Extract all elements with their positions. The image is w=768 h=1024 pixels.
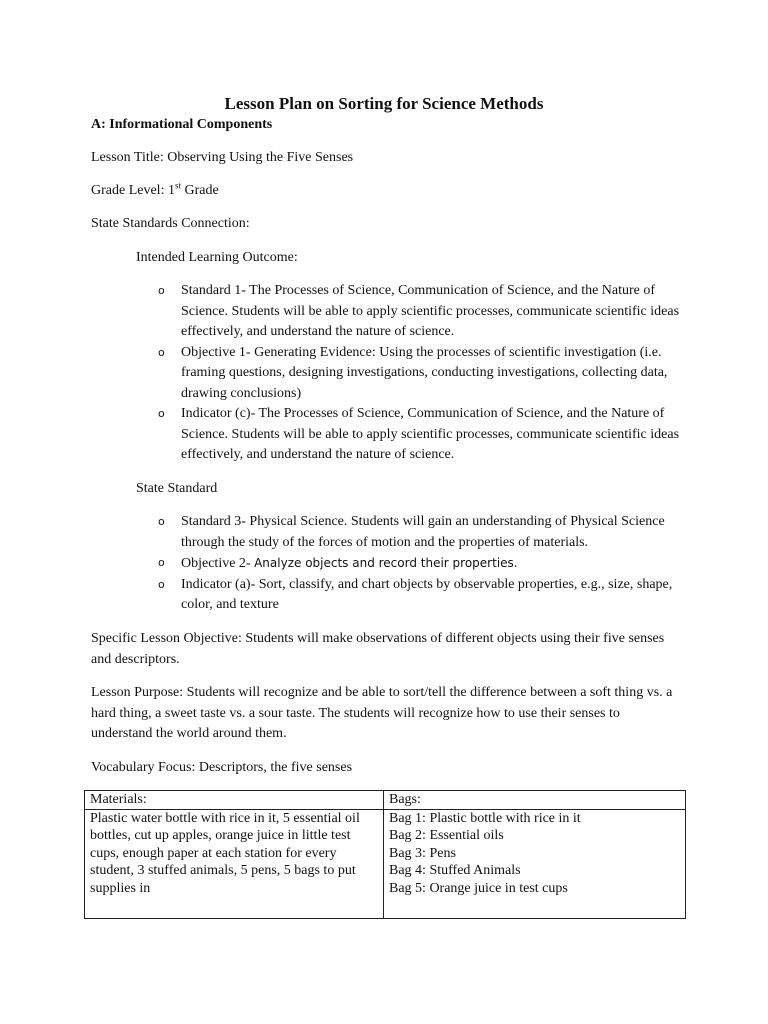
materials-header: Materials: <box>85 791 384 810</box>
list-item <box>158 343 698 405</box>
state-standards-connection: State Standards Connection: <box>91 216 250 231</box>
vocabulary-focus: Vocabulary Focus: Descriptors, the five senses <box>91 760 353 775</box>
materials-table <box>84 790 686 919</box>
bullet-marker: o <box>158 556 165 569</box>
lesson-purpose: Lesson Purpose: Students will recognize and be able to sort/tell the difference between a soft thing vs. a hard thing, a sweet taste vs. a sour taste. The students will recognize how to use their senses to understand the world around them. <box>91 685 673 741</box>
bags-header: Bags: <box>384 791 686 810</box>
bag-item: Bag 2: Essential oils <box>389 828 504 843</box>
grade-level-prefix: Grade Level: 1 <box>91 183 175 198</box>
section-heading-a: A: Informational Components <box>91 117 273 132</box>
list-item <box>158 404 698 466</box>
list-item <box>158 575 698 616</box>
list-item <box>158 281 698 343</box>
grade-level-superscript: st <box>174 180 181 191</box>
bullet-marker: o <box>158 577 165 591</box>
list-item-text-emphasis: Analyze objects and record their properties. <box>254 556 518 570</box>
state-standard-label: State Standard <box>136 481 218 496</box>
intended-outcome-list <box>158 281 698 466</box>
lesson-title: Lesson Title: Observing Using the Five Senses <box>91 150 354 165</box>
list-item <box>158 553 698 575</box>
table-row <box>85 809 686 918</box>
document-title: Lesson Plan on Sorting for Science Methods <box>224 94 544 113</box>
bag-item: Bag 3: Pens <box>389 845 456 861</box>
list-item-text: Standard 1- The Processes of Science, Communication of Science, and the Nature of Science. Students will be able to apply scientific processes, communicate scientific ideas effectively, and understand the nature of science. <box>181 283 680 339</box>
bullet-marker: o <box>158 515 165 528</box>
list-item <box>158 512 698 553</box>
bags-cell <box>384 809 686 918</box>
specific-lesson-objective: Specific Lesson Objective: Students will make observations of different objects using their five senses and descriptors. <box>91 631 665 667</box>
table-header-row <box>85 791 686 810</box>
list-item-text-prefix: Objective 2- <box>181 556 255 571</box>
bullet-marker: o <box>158 284 165 297</box>
list-item-text: Objective 1- Generating Evidence: Using the processes of scientific investigation (i.e. framing questions, designing investigations, conducting investigations, collecting data, drawing conclusions) <box>181 344 668 401</box>
grade-level <box>91 181 219 200</box>
list-item-text: Standard 3- Physical Science. Students will gain an understanding of Physical Science through the study of the forces of motion and the properties of materials. <box>181 514 665 550</box>
bag-item: Bag 1: Plastic bottle with rice in it <box>389 810 581 826</box>
grade-level-suffix: Grade <box>180 183 219 198</box>
list-item-text: Indicator (a)- Sort, classify, and chart objects by observable properties, e.g., size, shape, color, and texture <box>181 576 673 612</box>
bag-item: Bag 5: Orange juice in test cups <box>389 880 568 896</box>
intended-outcome-label: Intended Learning Outcome: <box>136 250 298 265</box>
bag-item: Bag 4: Stuffed Animals <box>389 863 521 878</box>
state-standard-list <box>158 512 698 616</box>
bullet-marker: o <box>158 345 165 359</box>
bullet-marker: o <box>158 407 165 420</box>
materials-cell: Plastic water bottle with rice in it, 5 essential oil bottles, cut up apples, orange juice in little test cups, enough paper at each station for every student, 3 stuffed animals, 5 pens, 5 bags to put supplies in <box>85 809 384 918</box>
list-item-text: Indicator (c)- The Processes of Science, Communication of Science, and the Nature of Science. Students will be able to apply scientific processes, communicate scientific ideas effectively, and understand the nature of science. <box>181 406 680 462</box>
